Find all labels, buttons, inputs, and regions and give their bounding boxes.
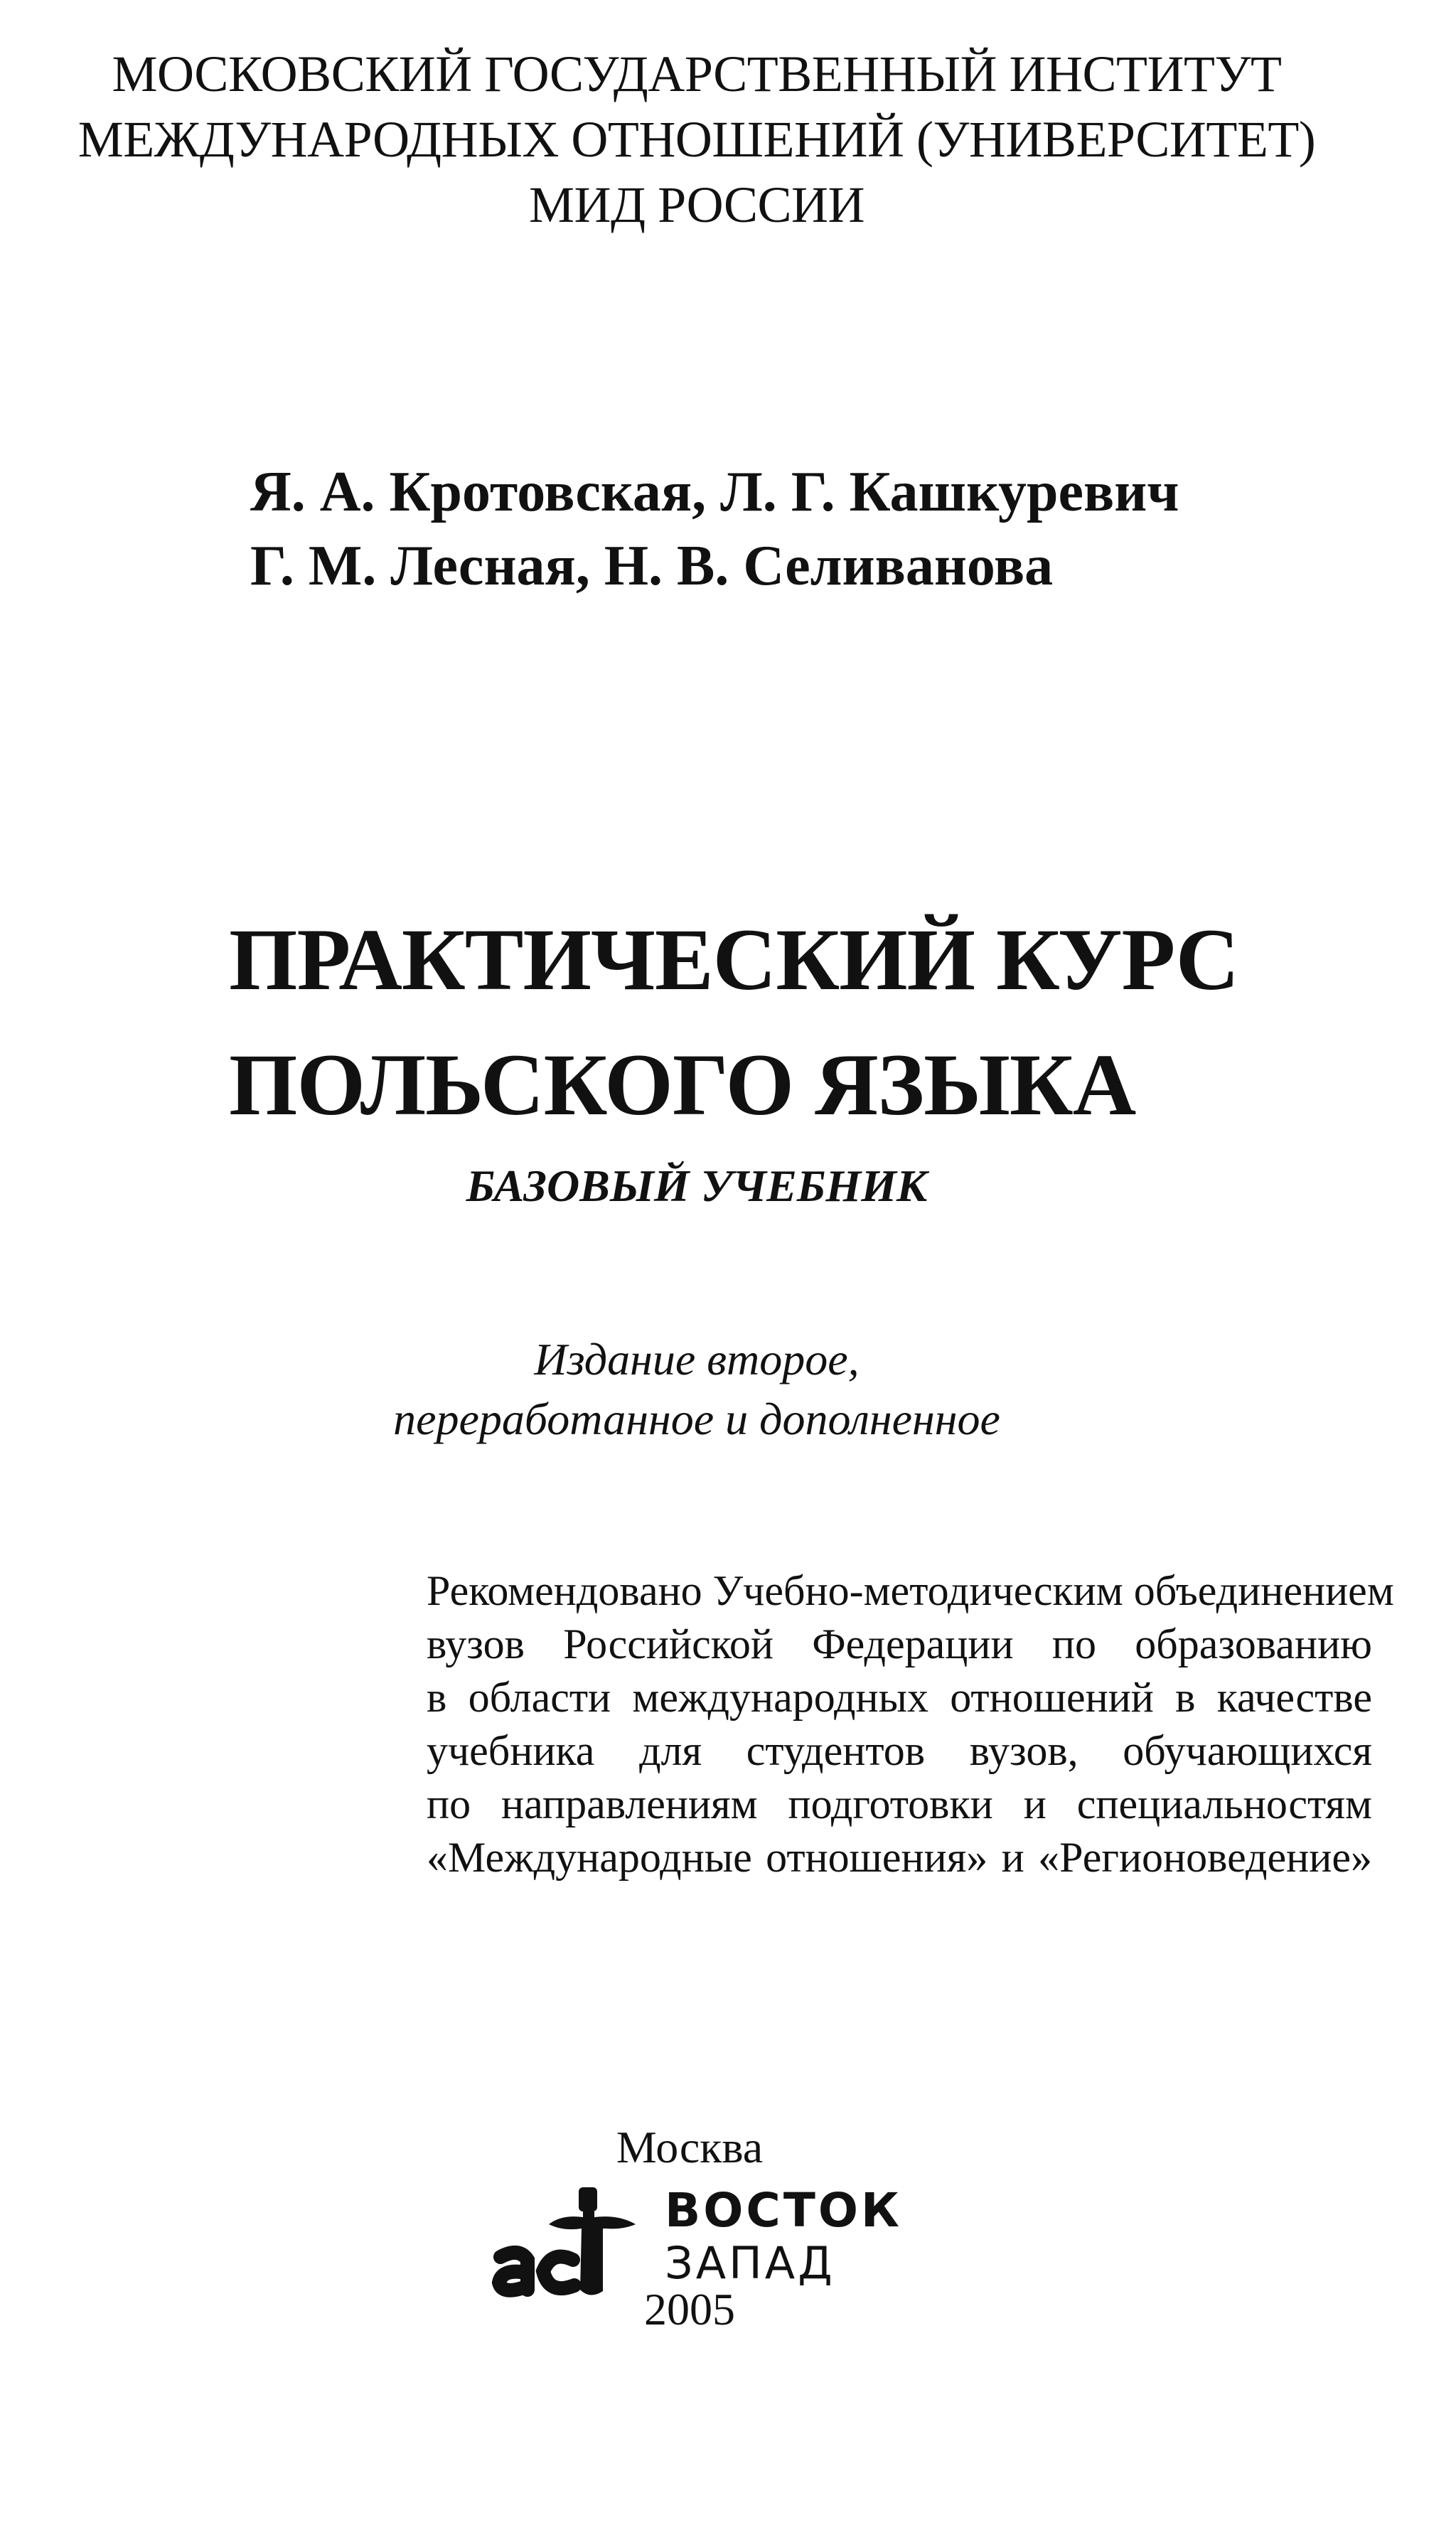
edition-note (0, 1330, 1393, 1449)
logo-line-1: ВОСТОК (665, 2183, 902, 2238)
authors-line-1: Я. А. Кротовская, Л. Г. Кашкуревич (250, 461, 1179, 523)
recommendation-paragraph (427, 1564, 1394, 1884)
book-title-line-2: ПОЛЬСКОГО ЯЗЫКА (229, 1036, 1136, 1133)
logo-line-2: ЗАПАД (665, 2237, 835, 2289)
recommendation-line-3: в области международных отношений в качестве (427, 1674, 1372, 1721)
institution-line-2: МЕЖДУНАРОДНЫХ ОТНОШЕНИЙ (УНИВЕРСИТЕТ) (77, 111, 1316, 168)
institution-header (0, 41, 1393, 238)
book-title-line-1: ПРАКТИЧЕСКИЙ КУРС (229, 911, 1239, 1008)
recommendation-line-2: вузов Российской Федерации по образованию (427, 1621, 1372, 1667)
edition-line-2: переработанное и дополненное (393, 1394, 1000, 1444)
institution-line-1: МОСКОВСКИЙ ГОСУДАРСТВЕННЫЙ ИНСТИТУТ (112, 46, 1282, 102)
authors-block (250, 455, 1179, 603)
book-title (229, 897, 1238, 1148)
logo-mark-text: аст (518, 2300, 519, 2301)
publication-year: 2005 (644, 2284, 735, 2334)
recommendation-line-6: «Международные отношения» и «Регионоведение» (427, 1834, 1372, 1881)
edition-line-1: Издание второе, (534, 1334, 860, 1384)
publication-city: Москва (616, 2122, 764, 2172)
recommendation-line-1: Рекомендовано Учебно-методическим объединением (427, 1567, 1394, 1614)
authors-line-2: Г. М. Лесная, Н. В. Селиванова (250, 535, 1054, 597)
institution-line-3: МИД РОССИИ (529, 176, 864, 233)
book-subtitle: БАЗОВЫЙ УЧЕБНИК (466, 1160, 928, 1211)
recommendation-line-4: учебника для студентов вузов, обучающихся (427, 1727, 1372, 1774)
recommendation-line-5: по направлениям подготовки и специальностям (427, 1781, 1372, 1827)
